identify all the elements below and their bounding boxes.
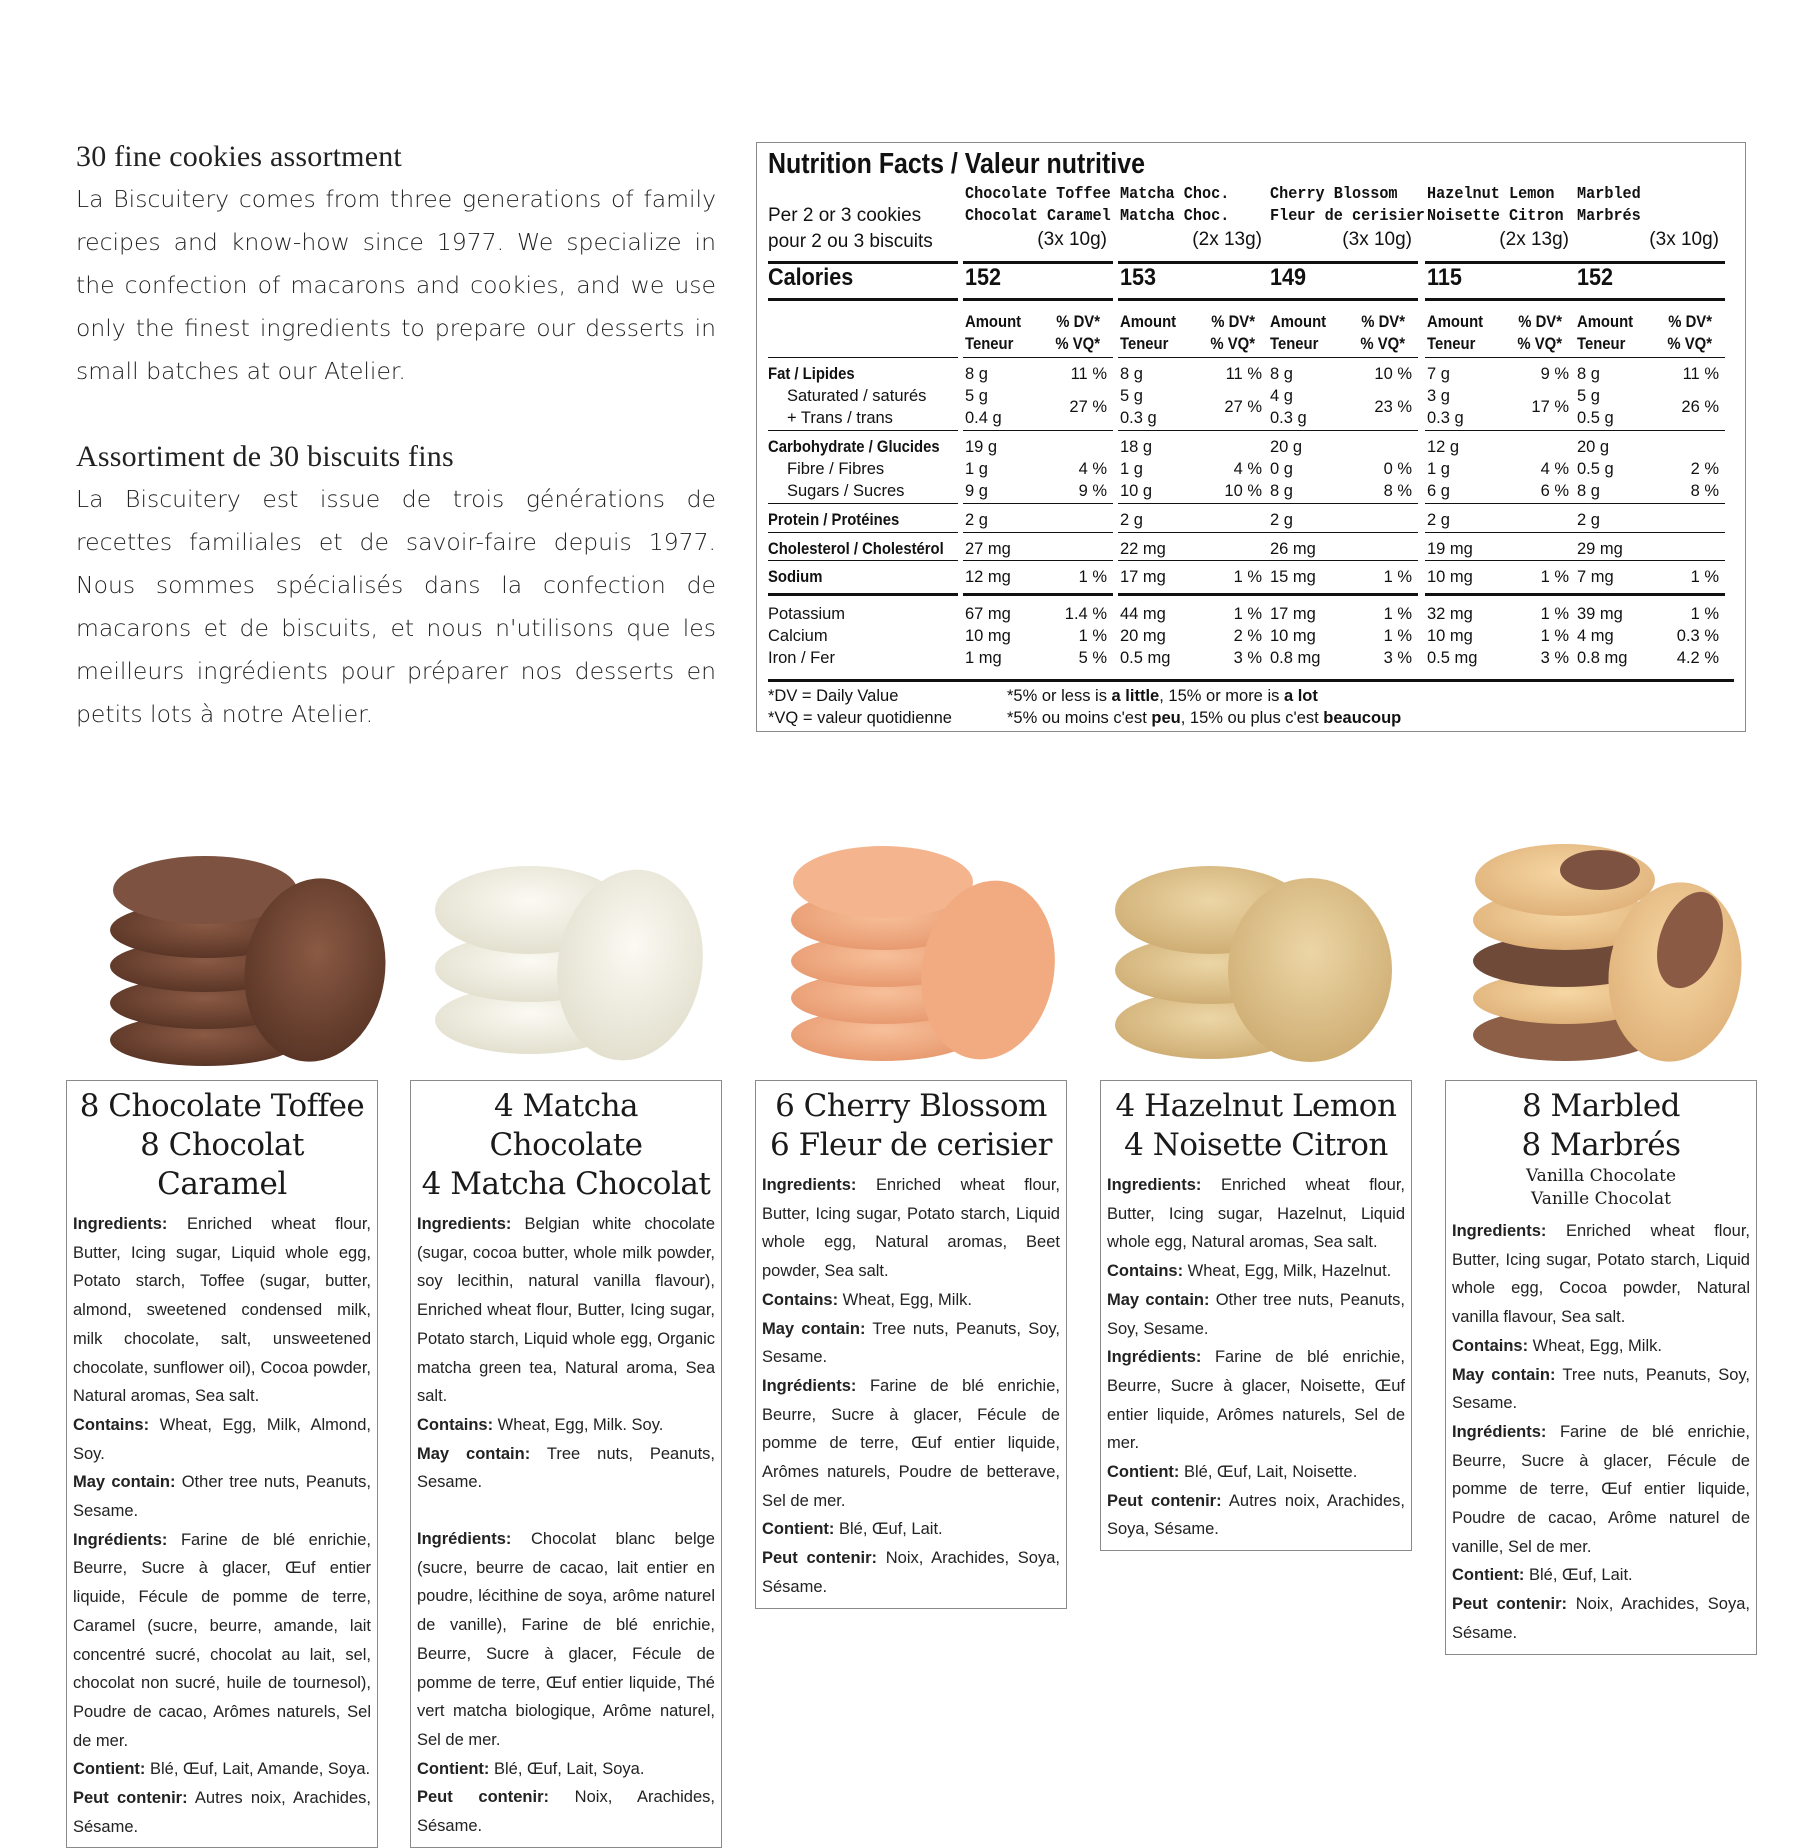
intro-fr-title: Assortiment de 30 biscuits fins [76, 440, 454, 473]
intro-fr-body: La Biscuitery est issue de trois générations de recettes familiales et de savoir-faire depuis 1977. Nous sommes spécialisés dans la confection de macarons et de biscuits, et nous n'utilisons que les meilleurs ingrédients pour préparer nos desserts en petits lots à notre Atelier. [76, 485, 716, 728]
product-card-marbled [1445, 1080, 1757, 1655]
cell-sat: 5 g [965, 387, 988, 405]
cell-sat-dv: 27 % [1224, 398, 1262, 416]
cell-iron: 0.5 mg [1427, 649, 1478, 667]
cell-sat: 4 g [1270, 387, 1293, 405]
cell-calcium-dv: 1 % [1078, 627, 1107, 645]
cell-carb: 19 g [965, 438, 998, 456]
divider [1575, 593, 1725, 596]
column-name-en: Matcha Choc. [1120, 184, 1230, 203]
cell-calcium: 20 mg [1120, 627, 1166, 645]
divider [1425, 430, 1575, 431]
divider [963, 430, 1113, 431]
cell-iron: 0.5 mg [1120, 649, 1171, 667]
column-serving: (2x 13g) [1499, 229, 1569, 250]
column-name-fr: Noisette Citron [1427, 206, 1564, 225]
calories-label: Calories [768, 264, 854, 291]
product-title-en: 4 Matcha Chocolate [489, 1088, 643, 1163]
cell-iron-dv: 3 % [1383, 649, 1412, 667]
cell-sat: 3 g [1427, 387, 1450, 405]
teneur-label: Teneur [965, 335, 1014, 353]
cell-calcium-dv: 0.3 % [1676, 627, 1719, 645]
cell-sugars-dv: 10 % [1224, 482, 1262, 500]
divider [1575, 430, 1725, 431]
cell-fat-dv: 11 % [1225, 365, 1262, 383]
cell-sodium: 10 mg [1427, 568, 1473, 586]
divider [963, 298, 1113, 301]
divider [768, 593, 958, 596]
product-subtitle-fr: Vanille Chocolat [1531, 1189, 1671, 1209]
dv-label: % DV* [1668, 313, 1712, 331]
column-name-en: Cherry Blossom [1270, 184, 1398, 203]
cell-sugars-dv: 6 % [1540, 482, 1569, 500]
nutrition-title: Nutrition Facts / Valeur nutritive [768, 148, 1145, 180]
cell-sodium: 7 mg [1577, 568, 1614, 586]
cell-protein: 2 g [1427, 511, 1450, 529]
column-calories: 149 [1270, 264, 1307, 291]
cell-sodium: 15 mg [1270, 568, 1316, 586]
product-card-hazelnut-lemon [1100, 1080, 1412, 1551]
product-ingredients: Ingredients: Enriched wheat flour, Butter, Icing sugar, Potato starch, Liquid whole egg, Cocoa powder, Natural vanilla flavour, Sea salt. Contains: Wheat, Egg, Milk. May contain: Tree nuts, Peanuts, Soy, Sesame. Ingrédients: Farine de blé enrichie, Beurre, Sucre à glacer, Fécule de pomme de terre, Œuf entier liquide, Poudre de cacao, Arôme naturel de vanille, Sel de mer. Contient: Blé, Œuf, Lait. Peut contenir: Noix, Arachides, Soya, Sésame. [1452, 1222, 1750, 1642]
product-title-fr: 8 Marbrés [1521, 1127, 1681, 1163]
cell-calcium: 10 mg [1270, 627, 1316, 645]
column-name-en: Chocolate Toffee [965, 184, 1111, 203]
amount-label: Amount [1120, 313, 1177, 331]
divider [768, 560, 958, 561]
matcha-chocolate-cookies-image [420, 820, 720, 1070]
cell-fibre: 0.5 g [1577, 460, 1614, 478]
footnote-vq: *VQ = valeur quotidienne [768, 709, 952, 727]
cell-potassium-dv: 1 % [1233, 605, 1262, 623]
divider [768, 430, 958, 431]
cell-sugars-dv: 9 % [1078, 482, 1107, 500]
divider [1268, 430, 1418, 431]
cell-sugars: 9 g [965, 482, 988, 500]
product-ingredients: Ingredients: Enriched wheat flour, Butter, Icing sugar, Potato starch, Liquid whole egg, Natural aromas, Beet powder, Sea salt. Contains: Wheat, Egg, Milk. May contain: Tree nuts, Peanuts, Soy, Sesame. Ingrédients: Farine de blé enrichie, Beurre, Sucre à glacer, Fécule de pomme de terre, Œuf entier liquide, Arômes naturels, Poudre de betterave, Sel de mer. Contient: Blé, Œuf, Lait. Peut contenir: Noix, Arachides, Soya, Sésame. [762, 1176, 1060, 1596]
divider [1425, 532, 1575, 533]
cell-calcium: 4 mg [1577, 627, 1614, 645]
intro-en-body: La Biscuitery comes from three generations of family recipes and know-how since 1977. We specialize in the confection of macarons and cookies, and we use only the finest ingredients to prepare our desserts in small batches at our Atelier. [76, 185, 716, 385]
vq-label: % VQ* [1210, 335, 1255, 353]
cell-chol: 27 mg [965, 540, 1011, 558]
product-title-en: 6 Cherry Blossom [775, 1088, 1047, 1124]
divider [1575, 357, 1725, 358]
cell-sat-dv: 27 % [1069, 398, 1107, 416]
divider [1575, 532, 1725, 533]
divider [1425, 560, 1575, 561]
column-serving: (3x 10g) [1342, 229, 1412, 250]
cell-sat-dv: 26 % [1681, 398, 1719, 416]
vq-label: % VQ* [1360, 335, 1405, 353]
row-fat-label: Fat / Lipides [768, 365, 855, 383]
cell-fibre: 1 g [1120, 460, 1143, 478]
divider [1425, 503, 1575, 504]
cell-sugars: 10 g [1120, 482, 1153, 500]
cell-protein: 2 g [965, 511, 988, 529]
cell-sodium-dv: 1 % [1540, 568, 1569, 586]
cell-fibre: 1 g [1427, 460, 1450, 478]
per-serving-label-en: Per 2 or 3 cookies [768, 205, 922, 226]
cell-calcium: 10 mg [1427, 627, 1473, 645]
divider [768, 503, 958, 504]
footnote-fr: *5% ou moins c'est peu, 15% ou plus c'est beaucoup [1007, 709, 1402, 727]
column-calories: 153 [1120, 264, 1157, 291]
dv-label: % DV* [1518, 313, 1562, 331]
column-name-en: Hazelnut Lemon [1427, 184, 1555, 203]
cell-potassium: 32 mg [1427, 605, 1473, 623]
cell-carb: 12 g [1427, 438, 1460, 456]
cell-protein: 2 g [1577, 511, 1600, 529]
product-title-fr: 4 Matcha Chocolat [421, 1166, 711, 1202]
divider [1268, 593, 1418, 596]
vq-label: % VQ* [1667, 335, 1712, 353]
cell-sugars: 8 g [1577, 482, 1600, 500]
teneur-label: Teneur [1270, 335, 1319, 353]
divider [963, 503, 1113, 504]
divider [1268, 357, 1418, 358]
cell-fat-dv: 9 % [1540, 365, 1569, 383]
cell-fibre-dv: 4 % [1233, 460, 1262, 478]
cell-sodium: 12 mg [965, 568, 1011, 586]
divider [1118, 593, 1268, 596]
cell-iron-dv: 4.2 % [1676, 649, 1719, 667]
cell-trans: 0.3 g [1270, 409, 1307, 427]
cell-fibre-dv: 4 % [1540, 460, 1569, 478]
product-title-fr: 8 Chocolat Caramel [140, 1127, 304, 1202]
cell-trans: 0.5 g [1577, 409, 1614, 427]
cell-sat: 5 g [1120, 387, 1143, 405]
cell-fat: 8 g [1120, 365, 1143, 383]
column-name-en: Marbled [1577, 184, 1641, 203]
chocolate-toffee-cookies-image [95, 820, 395, 1070]
cell-carb: 20 g [1577, 438, 1610, 456]
cell-sugars-dv: 8 % [1690, 482, 1719, 500]
product-subtitle-en: Vanilla Chocolate [1525, 1166, 1677, 1186]
divider [1425, 357, 1575, 358]
row-fibre-label: Fibre / Fibres [787, 460, 885, 478]
cell-carb: 18 g [1120, 438, 1153, 456]
cell-chol: 29 mg [1577, 540, 1623, 558]
cell-sat-dv: 17 % [1531, 398, 1569, 416]
vq-label: % VQ* [1055, 335, 1100, 353]
cell-iron: 1 mg [965, 649, 1002, 667]
divider [1268, 503, 1418, 504]
cell-calcium: 10 mg [965, 627, 1011, 645]
intro-en-title: 30 fine cookies assortment [76, 140, 402, 173]
row-sugars-label: Sugars / Sucres [787, 482, 905, 500]
divider [1118, 560, 1268, 561]
cell-potassium: 17 mg [1270, 605, 1316, 623]
cell-calcium-dv: 1 % [1540, 627, 1569, 645]
cell-sat: 5 g [1577, 387, 1600, 405]
cell-trans: 0.3 g [1427, 409, 1464, 427]
column-calories: 152 [1577, 264, 1614, 291]
cell-potassium: 67 mg [965, 605, 1011, 623]
footnote-dv: *DV = Daily Value [768, 687, 899, 705]
column-serving: (3x 10g) [1037, 229, 1107, 250]
cell-potassium-dv: 1 % [1383, 605, 1412, 623]
divider [963, 357, 1113, 358]
divider [963, 593, 1113, 596]
marbled-cookies-image [1460, 820, 1760, 1070]
cell-chol: 22 mg [1120, 540, 1166, 558]
cell-sodium-dv: 1 % [1078, 568, 1107, 586]
cell-sugars-dv: 8 % [1383, 482, 1412, 500]
row-trans-label: + Trans / trans [787, 409, 893, 427]
divider [1268, 560, 1418, 561]
hazelnut-lemon-cookies-image [1105, 820, 1405, 1070]
divider [768, 357, 958, 358]
cell-calcium-dv: 1 % [1383, 627, 1412, 645]
cell-sodium-dv: 1 % [1383, 568, 1412, 586]
cell-trans: 0.3 g [1120, 409, 1157, 427]
divider [1575, 560, 1725, 561]
cell-sugars: 6 g [1427, 482, 1450, 500]
divider [768, 298, 958, 301]
column-name-fr: Matcha Choc. [1120, 206, 1230, 225]
product-ingredients: Ingredients: Enriched wheat flour, Butter, Icing sugar, Liquid whole egg, Potato starch, Toffee (sugar, butter, almond, sweetened condensed milk, milk chocolate, salt, unsweetened chocolate, sunflower oil), Cocoa powder, Natural aromas, Sea salt. Contains: Wheat, Egg, Milk, Almond, Soy. May contain: Other tree nuts, Peanuts, Sesame. Ingrédients: Farine de blé enrichie, Beurre, Sucre à glacer, Œuf entier liquide, Fécule de pomme de terre, Caramel (sucre, beurre, amande, lait concentré sucré, chocolat au lait, sel, chocolat non sucré, huile de tournesol), Poudre de cacao, Arômes naturels, Sel de mer. Contient: Blé, Œuf, Lait, Amande, Soya. Peut contenir: Autres noix, Arachides, Sésame. [73, 1215, 371, 1836]
cell-calcium-dv: 2 % [1233, 627, 1262, 645]
cell-potassium-dv: 1.4 % [1064, 605, 1107, 623]
cell-iron: 0.8 mg [1270, 649, 1321, 667]
product-card-cherry-blossom [755, 1080, 1067, 1609]
amount-label: Amount [965, 313, 1022, 331]
cell-potassium-dv: 1 % [1540, 605, 1569, 623]
row-protein-label: Protein / Protéines [768, 511, 900, 529]
row-sodium-label: Sodium [768, 568, 823, 586]
divider [1425, 298, 1575, 301]
divider [1118, 430, 1268, 431]
amount-label: Amount [1270, 313, 1327, 331]
column-calories: 152 [965, 264, 1002, 291]
divider [1118, 357, 1268, 358]
cell-iron-dv: 3 % [1233, 649, 1262, 667]
divider [768, 261, 958, 264]
product-title-fr: 6 Fleur de cerisier [770, 1127, 1052, 1163]
divider [1118, 298, 1268, 301]
cell-protein: 2 g [1120, 511, 1143, 529]
cell-iron: 0.8 mg [1577, 649, 1628, 667]
per-serving-label-fr: pour 2 ou 3 biscuits [768, 231, 933, 252]
row-carb-label: Carbohydrate / Glucides [768, 438, 940, 456]
cell-fat: 8 g [1270, 365, 1293, 383]
cell-chol: 26 mg [1270, 540, 1316, 558]
product-card-chocolate-toffee [66, 1080, 378, 1848]
product-ingredients: Ingredients: Belgian white chocolate (sugar, cocoa butter, whole milk powder, soy lecithin, natural vanilla flavour), Enriched wheat flour, Butter, Icing sugar, Potato starch, Liquid whole egg, Organic matcha green tea, Natural aroma, Sea salt. Contains: Wheat, Egg, Milk. Soy. May contain: Tree nuts, Peanuts, Sesame. Ingrédients: Chocolat blanc belge (sucre, beurre de cacao, lait entier en poudre, lécithine de soya, arôme naturel de vanille), Farine de blé enrichie, Beurre, Sucre à glacer, Fécule de pomme de terre, Œuf entier liquide, Thé vert matcha biologique, Arôme naturel, Sel de mer. Contient: Blé, Œuf, Lait, Soya. Peut contenir: Noix, Arachides, Sésame. [417, 1215, 715, 1836]
cell-sodium: 17 mg [1120, 568, 1166, 586]
divider [963, 532, 1113, 533]
product-card-matcha-chocolate [410, 1080, 722, 1848]
cell-trans: 0.4 g [965, 409, 1002, 427]
divider [1575, 298, 1725, 301]
cell-sat-dv: 23 % [1374, 398, 1412, 416]
dv-label: % DV* [1211, 313, 1255, 331]
divider [1118, 503, 1268, 504]
cell-fibre-dv: 0 % [1383, 460, 1412, 478]
divider [1268, 298, 1418, 301]
cell-potassium: 39 mg [1577, 605, 1623, 623]
cell-fat-dv: 11 % [1070, 365, 1107, 383]
column-name-fr: Fleur de cerisier [1270, 206, 1425, 225]
product-title-en: 4 Hazelnut Lemon [1115, 1088, 1397, 1124]
row-iron-label: Iron / Fer [768, 649, 835, 667]
product-title-fr: 4 Noisette Citron [1124, 1127, 1388, 1163]
cherry-blossom-cookies-image [778, 820, 1078, 1070]
column-name-fr: Chocolat Caramel [965, 206, 1111, 225]
row-calcium-label: Calcium [768, 627, 828, 645]
cell-protein: 2 g [1270, 511, 1293, 529]
column-calories: 115 [1427, 264, 1462, 291]
product-title-en: 8 Chocolate Toffee [79, 1088, 365, 1124]
cell-carb: 20 g [1270, 438, 1303, 456]
divider [1575, 503, 1725, 504]
row-potassium-label: Potassium [768, 605, 846, 623]
cell-sodium-dv: 1 % [1233, 568, 1262, 586]
column-name-fr: Marbrés [1577, 206, 1641, 225]
dv-label: % DV* [1056, 313, 1100, 331]
cell-fat: 8 g [965, 365, 988, 383]
teneur-label: Teneur [1427, 335, 1476, 353]
divider [963, 560, 1113, 561]
cell-fibre: 1 g [965, 460, 988, 478]
cell-potassium: 44 mg [1120, 605, 1166, 623]
product-ingredients: Ingredients: Enriched wheat flour, Butter, Icing sugar, Hazelnut, Liquid whole egg, Natural aromas, Sea salt. Contains: Wheat, Egg, Milk, Hazelnut. May contain: Other tree nuts, Peanuts, Soy, Sesame. Ingrédients: Farine de blé enrichie, Beurre, Sucre à glacer, Noisette, Œuf entier liquide, Arômes naturels, Sel de mer. Contient: Blé, Œuf, Lait, Noisette. Peut contenir: Autres noix, Arachides, Soya, Sésame. [1107, 1176, 1405, 1539]
cell-fat: 7 g [1427, 365, 1450, 383]
divider [768, 532, 958, 533]
row-chol-label: Cholesterol / Cholestérol [768, 540, 944, 558]
cell-sodium-dv: 1 % [1690, 568, 1719, 586]
divider [1425, 593, 1575, 596]
divider [1268, 532, 1418, 533]
intro-french [76, 440, 716, 736]
dv-label: % DV* [1361, 313, 1405, 331]
nutrition-facts-table [756, 142, 1746, 732]
divider-bottom [768, 679, 1734, 682]
cell-fat-dv: 10 % [1374, 365, 1412, 383]
product-title-en: 8 Marbled [1521, 1088, 1681, 1124]
cell-fat-dv: 11 % [1682, 365, 1719, 383]
amount-label: Amount [1577, 313, 1634, 331]
amount-label: Amount [1427, 313, 1484, 331]
cell-fat: 8 g [1577, 365, 1600, 383]
vq-label: % VQ* [1517, 335, 1562, 353]
cell-fibre-dv: 2 % [1690, 460, 1719, 478]
column-serving: (3x 10g) [1649, 229, 1719, 250]
row-sat-label: Saturated / saturés [787, 387, 927, 405]
divider [1118, 532, 1268, 533]
cell-fibre-dv: 4 % [1078, 460, 1107, 478]
teneur-label: Teneur [1120, 335, 1169, 353]
cell-iron-dv: 3 % [1540, 649, 1569, 667]
cell-iron-dv: 5 % [1078, 649, 1107, 667]
cell-sugars: 8 g [1270, 482, 1293, 500]
intro-english [76, 140, 716, 393]
cell-fibre: 0 g [1270, 460, 1293, 478]
cell-chol: 19 mg [1427, 540, 1473, 558]
cell-potassium-dv: 1 % [1690, 605, 1719, 623]
footnote-en: *5% or less is a little, 15% or more is a lot [1007, 687, 1318, 705]
teneur-label: Teneur [1577, 335, 1626, 353]
column-serving: (2x 13g) [1192, 229, 1262, 250]
